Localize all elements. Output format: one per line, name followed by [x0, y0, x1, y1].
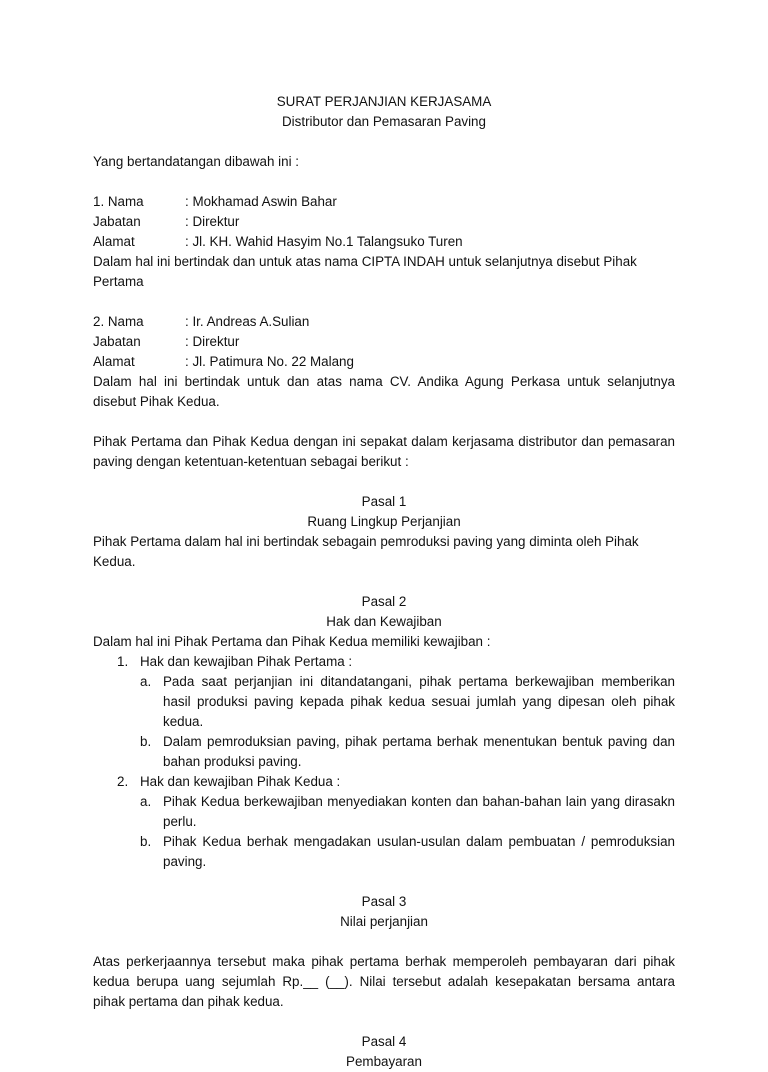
party1-block [93, 192, 675, 292]
list-text: Hak dan kewajiban Pihak Pertama : [140, 654, 353, 669]
pasal1-body: Pihak Pertama dalam hal ini bertindak sebagain pemroduksi paving yang diminta oleh Pihak Kedua. [93, 534, 639, 569]
document-page [93, 92, 675, 1072]
party1-jabatan-label: Jabatan [93, 214, 141, 229]
pasal3-body: Atas perkerjaannya tersebut maka pihak pertama berhak memperoleh pembayaran dari pihak kedua berupa uang sejumlah Rp.__ (__). Nilai tersebut adalah kesepakatan bersama antara pihak pertama dan pihak kedua. [93, 954, 675, 1009]
party1-statement: Dalam hal ini bertindak dan untuk atas nama CIPTA INDAH untuk selanjutnya disebut Pihak Pertama [93, 254, 637, 289]
list-text: Pada saat perjanjian ini ditandatangani, pihak pertama berkewajiban memberikan hasil produksi paving kepada pihak kedua sesuai jumlah yang dipesan oleh pihak kedua. [163, 674, 675, 729]
party2-jabatan-label: Jabatan [93, 334, 141, 349]
party2-nama: : Ir. Andreas A.Sulian [185, 314, 310, 329]
document-title: SURAT PERJANJIAN KERJASAMA [276, 94, 492, 109]
list-letter: a. [140, 794, 152, 809]
party2-nama-label: 2. Nama [93, 314, 144, 329]
list-item [140, 792, 675, 832]
party2-alamat: : Jl. Patimura No. 22 Malang [185, 354, 354, 369]
party2-block [93, 312, 675, 412]
list-text: Hak dan kewajiban Pihak Kedua : [140, 774, 341, 789]
party1-nama-label: 1. Nama [93, 194, 144, 209]
pasal2-title: Hak dan Kewajiban [326, 614, 442, 629]
pasal2-list-2 [93, 772, 675, 792]
party2-jabatan: : Direktur [185, 334, 240, 349]
pasal3-heading: Pasal 3 [361, 894, 407, 909]
party1-jabatan: : Direktur [185, 214, 240, 229]
list-text: Dalam pemroduksian paving, pihak pertama berhak menentukan bentuk paving dan bahan produksi paving. [163, 734, 675, 769]
pasal2-lead: Dalam hal ini Pihak Pertama dan Pihak Kedua memiliki kewajiban : [93, 634, 491, 649]
pasal1-heading: Pasal 1 [361, 494, 407, 509]
intro-text: Yang bertandatangan dibawah ini : [93, 154, 299, 169]
list-letter: b. [140, 734, 152, 749]
list-item [117, 652, 675, 672]
pasal4-heading: Pasal 4 [361, 1034, 407, 1049]
party1-alamat: : Jl. KH. Wahid Hasyim No.1 Talangsuko Turen [185, 234, 463, 249]
list-text: Pihak Kedua berhak mengadakan usulan-usulan dalam pembuatan / pemroduksian paving. [163, 834, 675, 869]
pasal1-title: Ruang Lingkup Perjanjian [307, 514, 461, 529]
party2-statement: Dalam hal ini bertindak untuk dan atas nama CV. Andika Agung Perkasa untuk selanjutnya disebut Pihak Kedua. [93, 374, 675, 409]
pasal4-title: Pembayaran [346, 1054, 422, 1069]
list-item [117, 772, 675, 792]
list-letter: a. [140, 674, 152, 689]
list-number: 2. [117, 774, 129, 789]
list-text: Pihak Kedua berkewajiban menyediakan konten dan bahan-bahan lain yang dirasakn perlu. [163, 794, 675, 829]
list-letter: b. [140, 834, 152, 849]
list-number: 1. [117, 654, 129, 669]
party1-nama: : Mokhamad Aswin Bahar [185, 194, 337, 209]
party2-alamat-label: Alamat [93, 354, 135, 369]
list-item [140, 732, 675, 772]
document-subtitle: Distributor dan Pemasaran Paving [282, 114, 486, 129]
pasal2-heading: Pasal 2 [361, 594, 407, 609]
pasal3-title: Nilai perjanjian [340, 914, 428, 929]
list-item [140, 832, 675, 872]
list-item [140, 672, 675, 732]
pasal2-list [93, 652, 675, 672]
party1-alamat-label: Alamat [93, 234, 135, 249]
agreement-paragraph: Pihak Pertama dan Pihak Kedua dengan ini sepakat dalam kerjasama distributor dan pemasaran paving dengan ketentuan-ketentuan sebagai berikut : [93, 434, 675, 469]
pasal2-sublist-1 [93, 672, 675, 772]
pasal2-sublist-2 [93, 792, 675, 872]
